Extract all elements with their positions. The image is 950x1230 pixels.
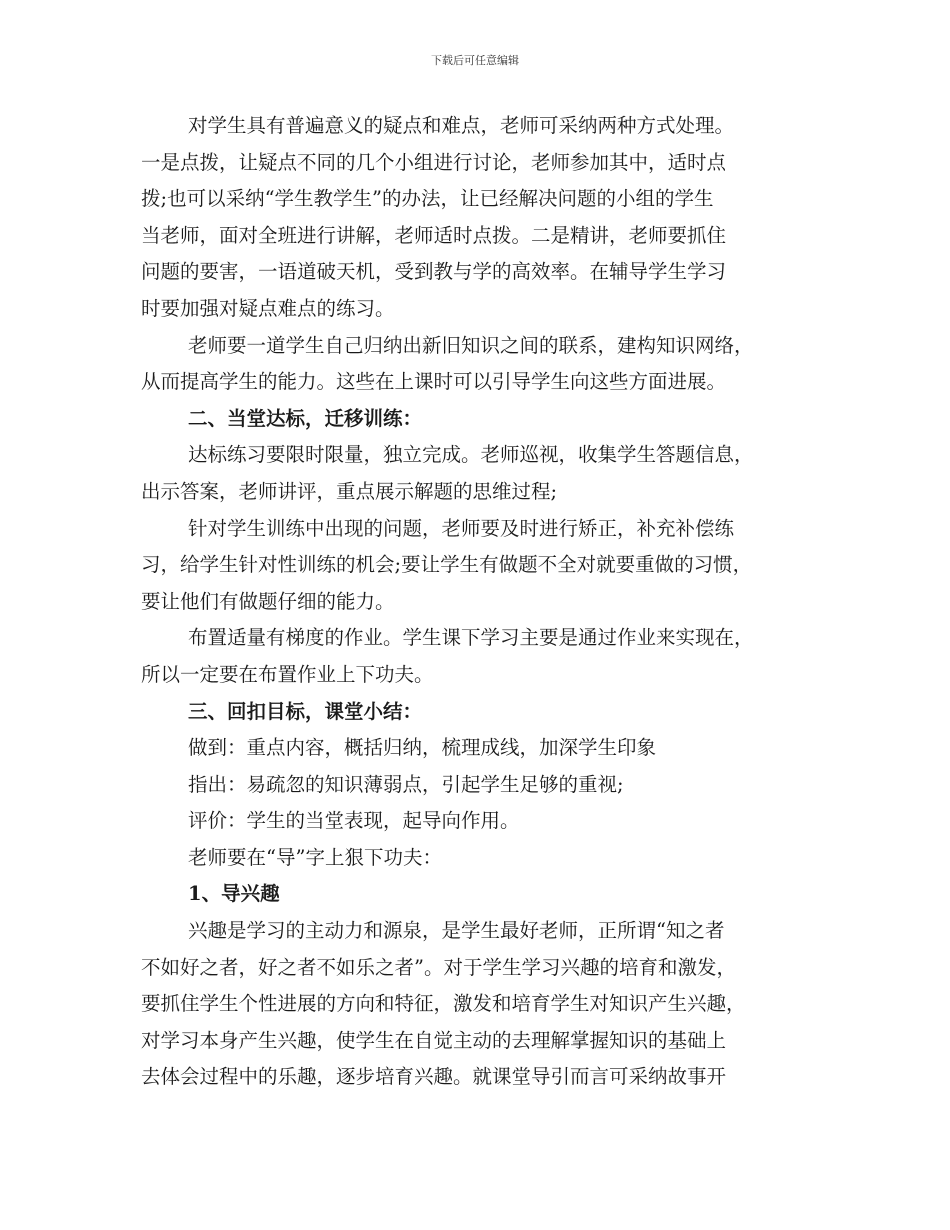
paragraph-line: 布置适量有梯度的作业。学生课下学习主要是通过作业来实现在，: [188, 626, 754, 650]
paragraph-line: 要抓住学生个性进展的方向和特征，激发和培育学生对知识产生兴趣，: [141, 992, 746, 1016]
paragraph-line: 老师要一道学生自己归纳出新旧知识之间的联系，建构知识网络，: [188, 333, 754, 357]
paragraph-line: 做到：重点内容，概括归纳，梳理成线，加深学生印象: [188, 736, 657, 760]
paragraph-line: 兴趣是学习的主动力和源泉，是学生最好老师，正所谓“知之者: [188, 919, 725, 943]
paragraph-line: 老师要在“导”字上狠下功夫：: [188, 845, 442, 869]
paragraph-line: 去体会过程中的乐趣，逐步培育兴趣。就课堂导引而言可采纳故事开: [141, 1065, 727, 1089]
paragraph-line: 对学生具有普遍意义的疑点和难点，老师可采纳两种方式处理。: [188, 114, 735, 137]
paragraph-line: 不如好之者，好之者不如乐之者”。对于学生学习兴趣的培育和激发，: [141, 955, 736, 979]
paragraph-line: 评价：学生的当堂表现，起导向作用。: [188, 809, 520, 833]
paragraph-line: 出示答案，老师讲评，重点展示解题的思维过程;: [141, 479, 558, 503]
section-heading: 二、当堂达标，迁移训练：: [188, 406, 423, 430]
paragraph-line: 针对学生训练中出现的问题，老师要及时进行矫正，补充补偿练: [188, 516, 735, 540]
section-heading: 三、回扣目标，课堂小结：: [188, 699, 423, 723]
paragraph-line: 要让他们有做题仔细的能力。: [141, 589, 395, 613]
paragraph-line: 拨;也可以采纳“学生教学生”的办法，让已经解决问题的小组的学生: [141, 187, 714, 211]
paragraph-line: 习，给学生针对性训练的机会;要让学生有做题不全对就要重做的习惯，: [141, 553, 753, 577]
paragraph-line: 所以一定要在布置作业上下功夫。: [141, 662, 434, 686]
page-header: 下载后可任意编辑: [431, 54, 519, 67]
paragraph-line: 当老师，面对全班进行讲解，老师适时点拨。二是精讲，老师要抓住: [141, 223, 727, 247]
document-body: [141, 108, 821, 1096]
paragraph-line: 时要加强对疑点难点的练习。: [141, 296, 395, 320]
paragraph-line: 对学习本身产生兴趣，使学生在自觉主动的去理解掌握知识的基础上: [141, 1028, 727, 1052]
paragraph-line: 问题的要害，一语道破天机，受到教与学的高效率。在辅导学生学习: [141, 260, 727, 284]
paragraph-line: 指出：易疏忽的知识薄弱点，引起学生足够的重视;: [188, 772, 624, 796]
subsection-heading: 1、导兴趣: [188, 882, 280, 906]
paragraph-line: 从而提高学生的能力。这些在上课时可以引导学生向这些方面进展。: [141, 370, 727, 394]
paragraph-line: 一是点拨，让疑点不同的几个小组进行讨论，老师参加其中，适时点: [141, 150, 727, 174]
paragraph-line: 达标练习要限时限量，独立完成。老师巡视，收集学生答题信息，: [188, 443, 754, 467]
